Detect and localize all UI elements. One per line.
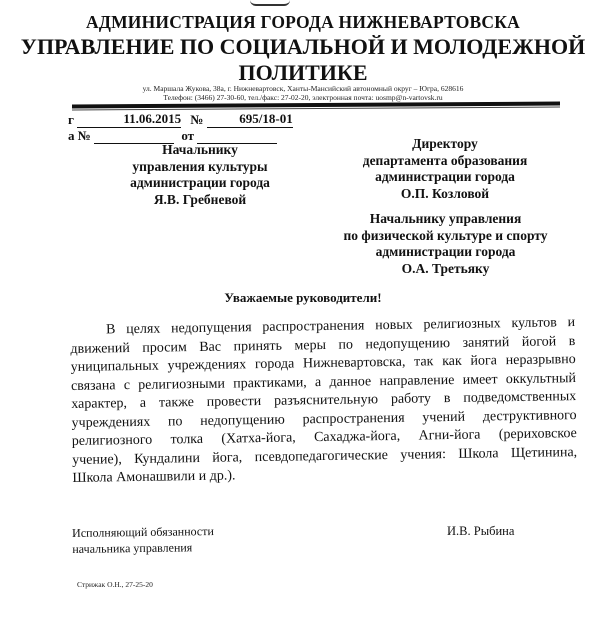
body-line: религиозного толка (Хатха-йога, Сахаджа-йога, Агни-йога (рериховское <box>71 426 577 449</box>
date-prefix: г <box>68 112 74 127</box>
body-line: связана с религиозными практиками, а данное направление имеет оккультный <box>70 370 577 394</box>
number-field <box>207 111 293 128</box>
document-date: 11.06.2015 <box>123 111 182 126</box>
contact-details <box>0 84 606 102</box>
greeting: Уважаемые руководители! <box>224 290 382 305</box>
addressee-administration: администрации города <box>375 169 515 184</box>
addressee-department: департамента образования <box>362 152 528 168</box>
department-name <box>0 34 606 86</box>
coat-of-arms-emblem-icon <box>250 0 290 6</box>
addressee-title: Директору <box>412 136 478 151</box>
addressee-culture <box>100 142 300 208</box>
addressee-title: Начальнику управления <box>369 211 522 226</box>
reply-number-label: а № <box>68 128 91 143</box>
body-line: характер, а также провести разъяснительную работу в подведомственных <box>71 389 577 412</box>
phone-email-line: Телефон: (3466) 27-30-60, тел./факс: 27-02-20, электронная почта: uosmp@n-vartovsk.ru <box>163 93 443 102</box>
body-line: В целях недопущения распространения новых религиозных культов и <box>106 315 576 338</box>
addressee-administration: администрации города <box>130 175 270 190</box>
letter-body <box>70 314 578 488</box>
addressee-name: О.А. Третьяку <box>401 260 490 276</box>
number-label: № <box>190 112 204 127</box>
organization-name: АДМИНИСТРАЦИЯ ГОРОДА НИЖНЕВАРТОВСКА <box>86 12 520 32</box>
addressee-department: по физической культуре и спорту <box>343 227 548 243</box>
position-line1: Исполняющий обязанности <box>72 524 214 540</box>
date-field <box>77 111 181 128</box>
body-line: учреждениях по недопущению распространения учений деструктивного <box>71 407 577 431</box>
addressee-name: О.П. Козловой <box>400 185 490 201</box>
reply-from-label: от <box>181 128 195 143</box>
body-line: униципальных учреждениях города Нижневартовска, так как йога неразрывно <box>70 352 576 375</box>
position-line2: начальника управления <box>72 540 193 556</box>
signatory-name: И.В. Рыбина <box>447 524 515 538</box>
addressee-administration: администрации города <box>375 244 516 259</box>
body-line: движений просим Вас принять меры по недопущению занятий йогой в <box>70 333 576 357</box>
department-name-line2: ПОЛИТИКЕ <box>238 60 368 85</box>
addressee-sport <box>318 211 573 277</box>
registration-date-line <box>68 111 293 128</box>
addressee-title: Начальнику <box>162 142 238 157</box>
executor-note: Стрижак О.Н., 27-25-20 <box>77 580 153 589</box>
department-name-line1: УПРАВЛЕНИЕ ПО СОЦИАЛЬНОЙ И МОЛОДЕЖНОЙ <box>20 34 586 59</box>
addressee-department: управления культуры <box>132 158 268 174</box>
body-line: учение), Кундалини йога, псевдопедагогические учения: Школа Щетинина, <box>72 444 578 468</box>
document-number: 695/18-01 <box>239 111 293 126</box>
addressee-education <box>330 136 560 202</box>
addressee-name: Я.В. Гребневой <box>153 191 247 207</box>
signatory-position <box>72 523 214 557</box>
body-line: Школа Амонашвили и др.). <box>72 468 236 486</box>
address-line: ул. Маршала Жукова, 38а, г. Нижневартовск, Ханты-Мансийский автономный округ – Югра, 628616 <box>142 84 464 93</box>
